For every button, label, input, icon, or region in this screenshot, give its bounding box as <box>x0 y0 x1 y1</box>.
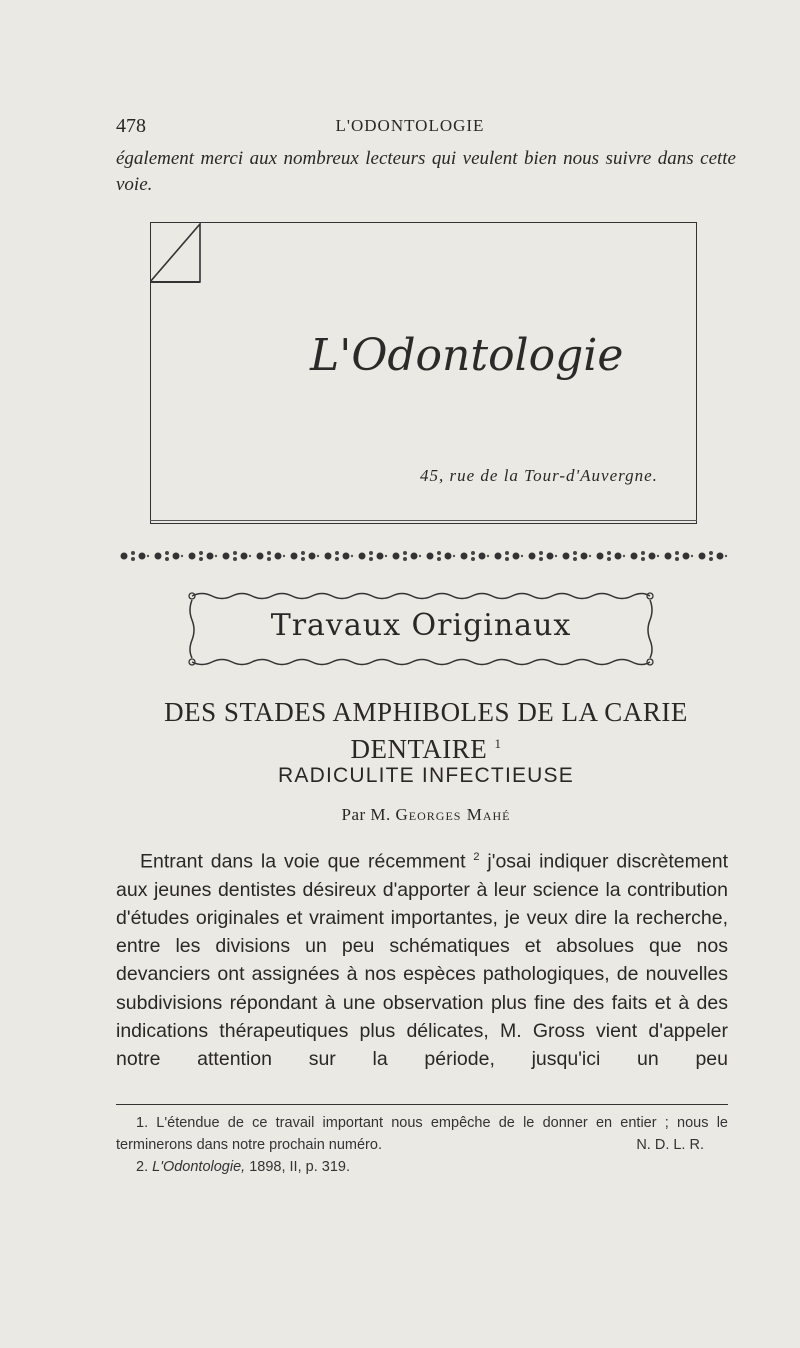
body-text-start: Entrant dans la voie que récemment <box>140 850 466 873</box>
card-shadow-line <box>150 520 697 524</box>
folded-corner-icon <box>150 222 210 284</box>
ornament-band <box>116 548 728 564</box>
footnote-2 <box>116 1156 728 1178</box>
article-body <box>116 843 728 1073</box>
footnote-2-number: 2. <box>136 1159 149 1175</box>
footnote-2-ref: 1898, II, p. 319. <box>249 1159 350 1175</box>
card-address: 45, rue de la Tour-d'Auvergne. <box>420 466 658 485</box>
article-subtitle: RADICULITE INFECTIEUSE <box>278 764 574 787</box>
author-name: Georges Mahé <box>395 805 511 824</box>
body-footnote-marker: 2 <box>473 851 480 863</box>
article-title-text: DES STADES AMPHIBOLES DE LA CARIE DENTAIRE <box>164 697 688 764</box>
body-paragraph <box>116 843 728 1073</box>
card-title: L'Odontologie <box>310 330 624 381</box>
page-number: 478 <box>116 115 146 137</box>
body-text-rest: j'osai indiquer discrètement aux jeunes dentistes désireux d'apporter à leur science la contribution d'études originales et vraiment importantes, je veux dire la recherche, entre les divisions un peu schématiques et absolues que nos devanciers ont assignées à nos espèces pathologiques, de nouvelles subdivisions répondant à une observation plus fine des faits et à des indications thérapeutiques plus délicates, M. Gross vient d'appeler notre attention sur la période, jusqu'ici un peu <box>116 850 728 1070</box>
byline-prefix: Par M. <box>341 805 391 824</box>
title-footnote-marker: 1 <box>494 736 502 751</box>
footnotes <box>116 1112 728 1178</box>
footnote-divider <box>116 1104 728 1105</box>
section-heading: Travaux Originaux <box>270 608 572 643</box>
running-title: L'ODONTOLOGIE <box>335 116 485 135</box>
footnote-1-text: 1. L'étendue de ce travail important nous empêche de le donner en entier ; nous le terminerons dans notre prochain numéro. <box>116 1115 728 1153</box>
footnote-1-signature: N. D. L. R. <box>636 1137 704 1153</box>
intro-paragraph: également merci aux nombreux lecteurs qui veulent bien nous suivre dans cette voie. <box>116 148 736 195</box>
footnote-2-journal: L'Odontologie, <box>152 1159 246 1175</box>
byline <box>116 805 736 825</box>
footnote-1 <box>116 1112 728 1156</box>
article-title <box>116 696 736 765</box>
